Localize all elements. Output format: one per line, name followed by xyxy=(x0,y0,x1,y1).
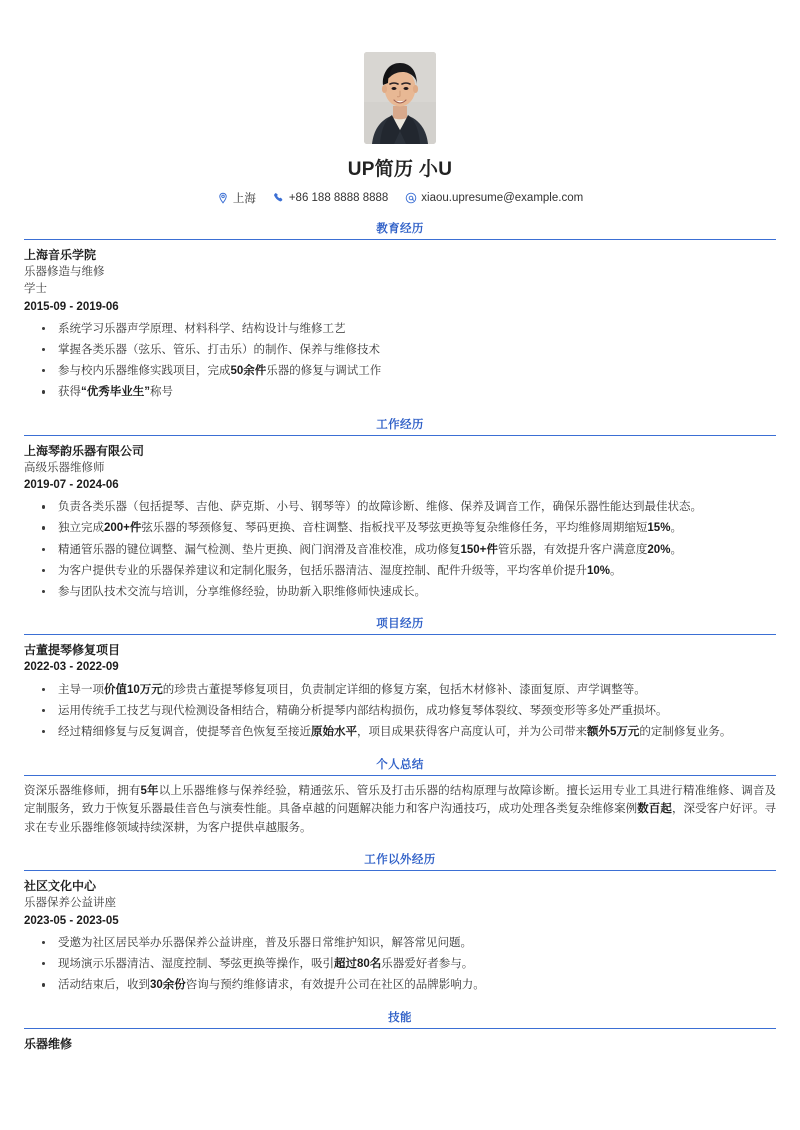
entry-date-range: 2022-03 - 2022-09 xyxy=(24,661,119,674)
entry-organization: 社区文化中心 xyxy=(24,879,97,894)
entry-job-title: 高级乐器维修师 xyxy=(24,461,105,474)
location-pin-icon xyxy=(217,192,229,204)
list-item: 获得“优秀毕业生”称号 xyxy=(42,383,776,402)
list-item: 负责各类乐器（包括提琴、吉他、萨克斯、小号、钢琴等）的故障诊断、维修、保养及调音工作，确保乐器性能达到最佳状态。 xyxy=(42,498,776,517)
section-header xyxy=(24,219,776,240)
entry-role: 乐器保养公益讲座 xyxy=(24,897,116,910)
list-item: 活动结束后，收到30余份咨询与预约维修请求，有效提升公司在社区的品牌影响力。 xyxy=(42,976,776,995)
list-item: 运用传统手工技艺与现代检测设备相结合，精确分析提琴内部结构损伤，成功修复琴体裂纹、琴颈变形等多处严重损坏。 xyxy=(42,702,776,721)
section-skills xyxy=(24,1008,776,1053)
contact-email xyxy=(405,192,583,204)
list-item: 参与校内乐器维修实践项目，完成50余件乐器的修复与调试工作 xyxy=(42,362,776,381)
entry-project-name: 古董提琴修复项目 xyxy=(24,643,121,658)
education-entry xyxy=(24,246,776,402)
skill-name: 乐器维修 xyxy=(24,1036,73,1051)
list-item: 系统学习乐器声学原理、材料科学、结构设计与维修工艺 xyxy=(42,320,776,339)
section-work-experience xyxy=(24,415,776,602)
entry-date-range: 2019-07 - 2024-06 xyxy=(24,479,119,491)
entry-bullet-list xyxy=(24,320,776,402)
section-extracurricular xyxy=(24,850,776,994)
entry-major: 乐器修造与维修 xyxy=(24,266,105,278)
list-item: 主导一项价值10万元的珍贵古董提琴修复项目，负责制定详细的修复方案，包括木材修补、漆面复原、声学调整等。 xyxy=(42,681,776,700)
list-item: 掌握各类乐器（弦乐、管乐、打击乐）的制作、保养与维修技术 xyxy=(42,341,776,360)
list-item: 受邀为社区居民举办乐器保养公益讲座，普及乐器日常维护知识，解答常见问题。 xyxy=(42,934,776,953)
entry-bullet-list xyxy=(24,681,776,742)
section-education xyxy=(24,219,776,402)
list-item: 为客户提供专业的乐器保养建议和定制化服务，包括乐器清洁、湿度控制、配件升级等，平均客单价提升10%。 xyxy=(42,562,776,581)
section-header xyxy=(24,415,776,436)
work-entry xyxy=(24,442,776,602)
contact-phone-label: +86 188 8888 8888 xyxy=(288,192,389,204)
contact-phone xyxy=(273,192,388,204)
section-title: 工作经历 xyxy=(376,418,424,431)
contact-email-label: xiaou.upresume@example.com xyxy=(421,192,584,204)
section-title: 个人总结 xyxy=(376,758,424,771)
section-personal-summary xyxy=(24,755,776,838)
contact-row xyxy=(24,190,776,206)
entry-organization: 上海琴韵乐器有限公司 xyxy=(24,443,145,458)
section-project-experience xyxy=(24,614,776,741)
section-header xyxy=(24,614,776,635)
entry-date-range: 2015-09 - 2019-06 xyxy=(24,300,119,313)
personal-summary-text: 资深乐器维修师，拥有5年以上乐器维修与保养经验，精通弦乐、管乐及打击乐器的结构原理与故障诊断。擅长运用专业工具进行精准维修、调音及定制服务，致力于恢复乐器最佳音色与演奏性能。具备卓越的问题解决能力和客户沟通技巧，成功处理各类复杂维修案例数百起，深受客户好评。寻求在专业乐器维修领域持续深耕，为客户提供卓越服务。 xyxy=(24,784,777,834)
entry-bullet-list xyxy=(24,934,776,995)
extracurricular-entry xyxy=(24,877,776,994)
phone-icon xyxy=(273,192,285,204)
section-title: 项目经历 xyxy=(376,618,424,631)
entry-degree: 学士 xyxy=(24,283,47,296)
email-at-icon xyxy=(405,192,417,204)
entry-bullet-list xyxy=(24,498,776,601)
resume-header xyxy=(24,0,776,206)
list-item: 参与团队技术交流与培训，分享维修经验，协助新入职维修师快速成长。 xyxy=(42,583,776,602)
list-item: 独立完成200+件弦乐器的琴颈修复、琴码更换、音柱调整、指板找平及琴弦更换等复杂维修任务，平均维修周期缩短15%。 xyxy=(42,519,776,538)
project-entry xyxy=(24,641,776,741)
entry-organization: 上海音乐学院 xyxy=(24,248,97,262)
contact-location-label: 上海 xyxy=(232,193,256,205)
portrait-photo-avatar xyxy=(364,52,436,144)
entry-date-range: 2023-05 - 2023-05 xyxy=(24,914,119,927)
section-title: 教育经历 xyxy=(376,223,424,235)
contact-location xyxy=(217,190,256,206)
list-item: 精通管乐器的键位调整、漏气检测、垫片更换、阀门润滑及音准校准，成功修复150+件管乐器，有效提升客户满意度20%。 xyxy=(42,541,776,560)
section-title: 工作以外经历 xyxy=(364,854,436,867)
person-name: UP简历 小U xyxy=(347,159,453,180)
section-header xyxy=(24,1008,776,1029)
section-title: 技能 xyxy=(388,1011,412,1024)
section-header xyxy=(24,755,776,776)
list-item: 现场演示乐器清洁、湿度控制、琴弦更换等操作，吸引超过80名乐器爱好者参与。 xyxy=(42,955,776,974)
section-header xyxy=(24,850,776,871)
list-item: 经过精细修复与反复调音，使提琴音色恢复至接近原始水平，项目成果获得客户高度认可，并为公司带来额外5万元的定制修复业务。 xyxy=(42,723,776,742)
